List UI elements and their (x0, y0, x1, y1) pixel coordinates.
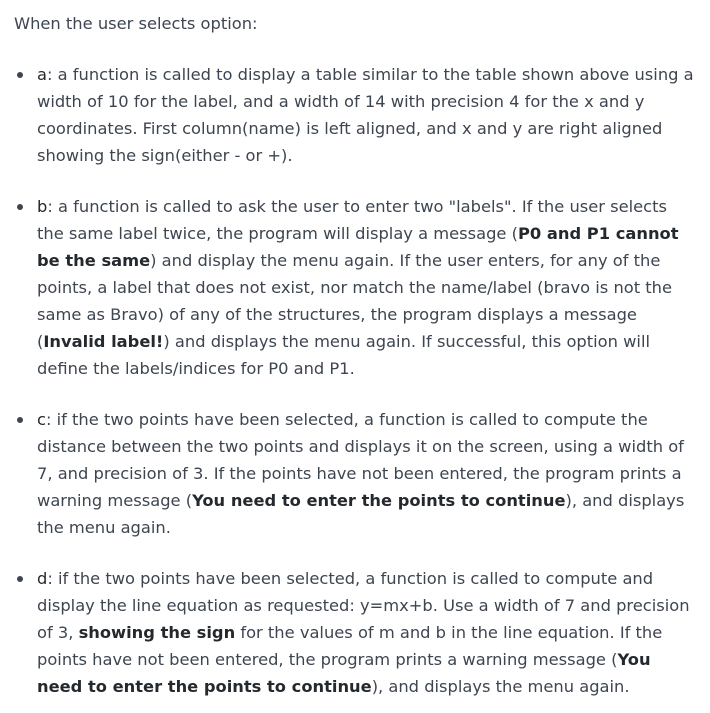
option-d-bold-2: You need to enter the points to continue (37, 650, 651, 696)
option-c-key: c (37, 410, 46, 429)
option-c-text-1: : if the two points have been selected, a function is called to compute the distance between the two points and displays it on the screen, using a width of 7, and precision of 3. If the points have not been entered, the program prints a warning message ( (37, 410, 684, 510)
option-c-text-2: ), and displays the menu again. (37, 491, 685, 537)
option-b-text-3: ) and displays the menu again. If successful, this option will define the labels/indices for P0 and P1. (37, 332, 650, 378)
option-d-text-3: ), and displays the menu again. (371, 677, 630, 696)
option-c-bold-1: You need to enter the points to continue (192, 491, 566, 510)
option-d-bold-1: showing the sign (78, 623, 236, 642)
option-d-text-1: : if the two points have been selected, a function is called to compute and display the line equation as requested: y=mx+b. Use a width of 7 and precision of 3, (37, 569, 690, 642)
intro-text: When the user selects option: (14, 14, 258, 33)
option-b-text-2: ) and display the menu again. If the user enters, for any of the points, a label that does not exist, nor match the name/label (bravo is not the same as Bravo) of any of the structures, the program displays a message ( (37, 251, 673, 351)
option-b-text-1: : a function is called to ask the user to enter two "labels". If the user selects the same label twice, the program will display a message ( (37, 197, 667, 243)
option-d-key: d (37, 569, 48, 588)
option-b-key: b (37, 197, 48, 216)
option-a-text: : a function is called to display a table similar to the table shown above using a width of 10 for the label, and a width of 14 with precision 4 for the x and y coordinates. First column(name) is left aligned, and x and y are right aligned showing the sign(either - or +). (37, 65, 694, 165)
option-a-item (14, 61, 696, 169)
option-a-key: a (37, 65, 47, 84)
option-b-bold-1: P0 and P1 cannot be the same (37, 224, 679, 270)
option-b-bold-2: Invalid label! (43, 332, 164, 351)
option-d-item (14, 565, 696, 700)
option-b-item (14, 193, 696, 382)
option-c-item (14, 406, 696, 541)
options-list (14, 61, 696, 700)
option-d-text-2: for the values of m and b in the line equation. If the points have not been entered, the program prints a warning message ( (37, 623, 663, 669)
